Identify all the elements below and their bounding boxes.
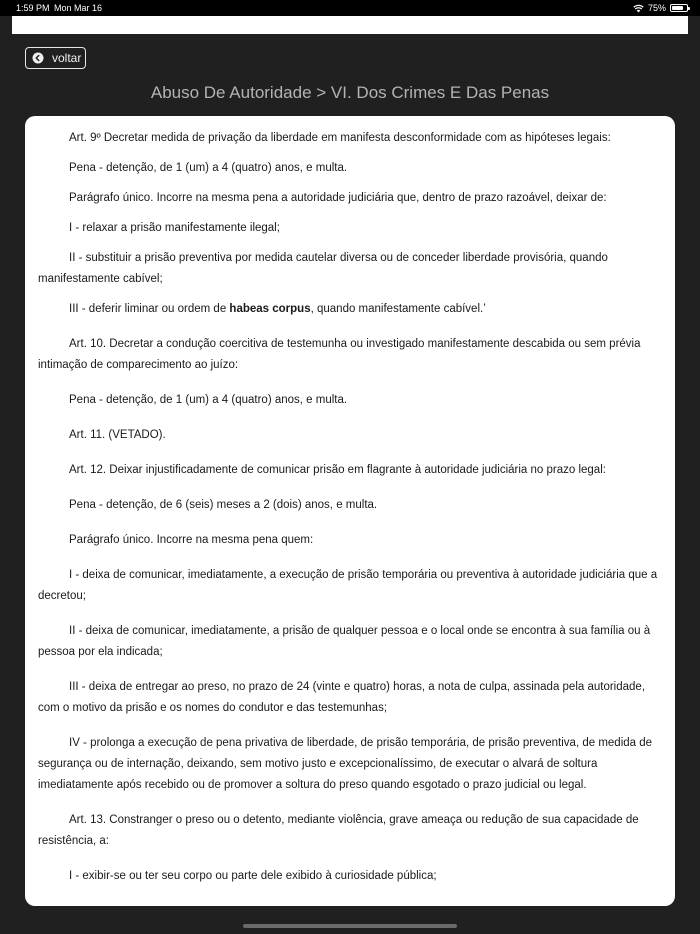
status-indicators: [633, 1, 688, 15]
battery-level: [672, 6, 683, 10]
status-time: 1:59 PM: [16, 3, 50, 13]
paragraph: I - relaxar a prisão manifestamente ilegal;: [69, 222, 280, 234]
paragraph: IV - prolonga a execução de pena privativa de liberdade, de prisão temporária, de prisão preventiva, de medida de segurança ou de internação, deixando, sem motivo justo e excepcionalíssimo, de executar o alvará de soltura imediatamente após recebido ou de promover a soltura do preso quando esgotado o prazo judicial ou legal.: [38, 737, 653, 791]
back-button-label: voltar: [52, 51, 82, 65]
status-bar: [0, 0, 700, 16]
content-card[interactable]: [25, 116, 675, 906]
paragraph: Pena - detenção, de 1 (um) a 4 (quatro) anos, e multa.: [69, 394, 348, 406]
wifi-icon: [633, 4, 644, 13]
paragraph: Pena - detenção, de 6 (seis) meses a 2 (dois) anos, e multa.: [69, 499, 378, 511]
page-title: Abuso De Autoridade > VI. Dos Crimes E Das Penas: [150, 83, 550, 102]
paragraph: Parágrafo único. Incorre na mesma pena a autoridade judiciária que, dentro de prazo razoável, deixar de:: [69, 192, 607, 204]
status-date: Mon Mar 16: [54, 3, 103, 13]
paragraph: Art. 11. (VETADO).: [69, 429, 166, 441]
paragraph: Pena - detenção, de 1 (um) a 4 (quatro) anos, e multa.: [69, 162, 348, 174]
paragraph: I - exibir-se ou ter seu corpo ou parte dele exibido à curiosidade pública;: [69, 870, 437, 882]
paragraph: Art. 9º Decretar medida de privação da liberdade em manifesta desconformidade com as hipóteses legais:: [69, 132, 611, 144]
law-text: [38, 128, 658, 901]
paragraph: I - deixa de comunicar, imediatamente, a execução de prisão temporária ou preventiva à autoridade judiciária que a decretou;: [38, 569, 658, 602]
text-span: , quando manifestamente cabível.’: [310, 303, 486, 315]
paragraph: [38, 299, 658, 320]
bold-text: habeas corpus: [229, 303, 311, 315]
paragraph: Parágrafo único. Incorre na mesma pena quem:: [69, 534, 314, 546]
battery-percent: 75%: [647, 3, 666, 13]
paragraph: Art. 13. Constranger o preso ou o detento, mediante violência, grave ameaça ou redução de sua capacidade de resistência, a:: [38, 814, 639, 847]
back-button[interactable]: [25, 47, 86, 69]
text-span: III - deferir liminar ou ordem de: [69, 303, 230, 315]
paragraph: III - deixa de entregar ao preso, no prazo de 24 (vinte e quatro) horas, a nota de culpa, assinada pela autoridade, com o motivo da prisão e os nomes do condutor e das testemunhas;: [38, 681, 646, 714]
paragraph: II - deixa de comunicar, imediatamente, a prisão de qualquer pessoa e o local onde se encontra à sua família ou à pessoa por ela indicada;: [38, 625, 651, 658]
home-indicator[interactable]: [243, 924, 457, 928]
top-white-strip: [12, 16, 688, 34]
battery-icon: [670, 4, 688, 12]
paragraph: Art. 12. Deixar injustificadamente de comunicar prisão em flagrante à autoridade judiciária no prazo legal:: [69, 464, 606, 476]
paragraph: Art. 10. Decretar a condução coercitiva de testemunha ou investigado manifestamente descabida ou sem prévia intimação de comparecimento ao juízo:: [38, 338, 641, 371]
paragraph: II - substituir a prisão preventiva por medida cautelar diversa ou de conceder liberdade provisória, quando manifestamente cabível;: [38, 252, 608, 285]
chevron-left-circle-icon: [32, 52, 44, 64]
